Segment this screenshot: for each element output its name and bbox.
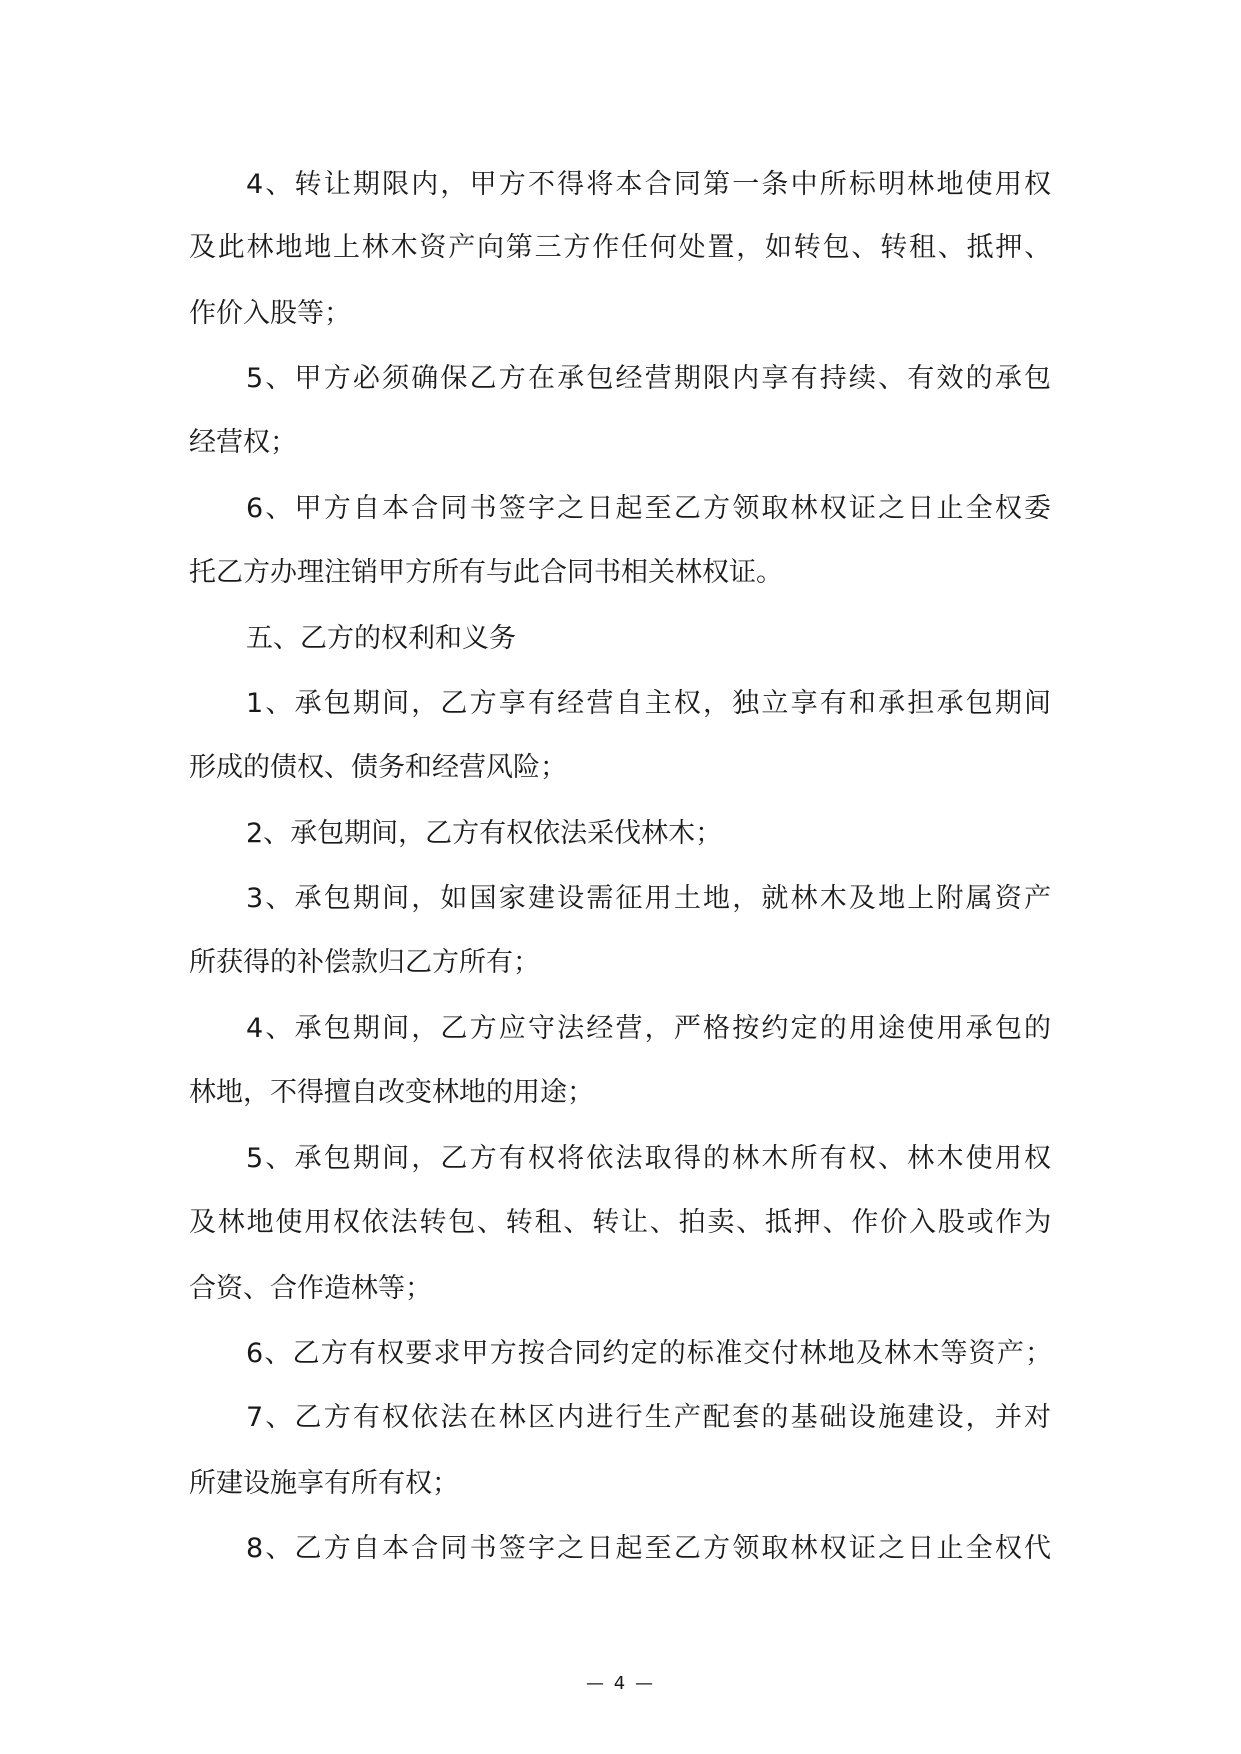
- text-line: 及此林地地上林木资产向第三方作任何处置，如转包、转租、抵押、: [189, 232, 1053, 263]
- text-line: 5、甲方必须确保乙方在承包经营期限内享有持续、有效的承包: [246, 363, 1053, 394]
- text-line: 所获得的补偿款归乙方所有；: [189, 947, 540, 978]
- text-line: 4、承包期间，乙方应守法经营，严格按约定的用途使用承包的: [246, 1013, 1053, 1044]
- text-line: 托乙方办理注销甲方所有与此合同书相关林权证。: [189, 557, 783, 588]
- text-line: 形成的债权、债务和经营风险；: [189, 752, 567, 783]
- section-heading: 五、乙方的权利和义务: [246, 623, 516, 654]
- text-line: 2、承包期间，乙方有权依法采伐林木；: [246, 818, 723, 849]
- text-line: 经营权；: [189, 427, 297, 458]
- text-line: 4、转让期限内，甲方不得将本合同第一条中所标明林地使用权: [246, 169, 1053, 200]
- text-line: 合资、合作造林等；: [189, 1273, 432, 1304]
- page-number: — 4 —: [586, 1673, 655, 1694]
- text-line: 作价入股等；: [189, 298, 351, 329]
- text-line: 6、乙方有权要求甲方按合同约定的标准交付林地及林木等资产；: [246, 1338, 1053, 1369]
- text-line: 1、承包期间，乙方享有经营自主权，独立享有和承担承包期间: [246, 688, 1053, 719]
- text-line: 3、承包期间，如国家建设需征用土地，就林木及地上附属资产: [246, 883, 1053, 914]
- text-line: 8、乙方自本合同书签字之日起至乙方领取林权证之日止全权代: [246, 1533, 1053, 1564]
- text-line: 5、承包期间，乙方有权将依法取得的林木所有权、林木使用权: [246, 1143, 1053, 1174]
- text-line: 6、甲方自本合同书签字之日起至乙方领取林权证之日止全权委: [246, 493, 1053, 524]
- text-line: 林地，不得擅自改变林地的用途；: [189, 1077, 594, 1108]
- text-line: 7、乙方有权依法在林区内进行生产配套的基础设施建设，并对: [246, 1402, 1053, 1433]
- text-line: 所建设施享有所有权；: [189, 1468, 459, 1499]
- text-line: 及林地使用权依法转包、转租、转让、拍卖、抵押、作价入股或作为: [189, 1207, 1053, 1238]
